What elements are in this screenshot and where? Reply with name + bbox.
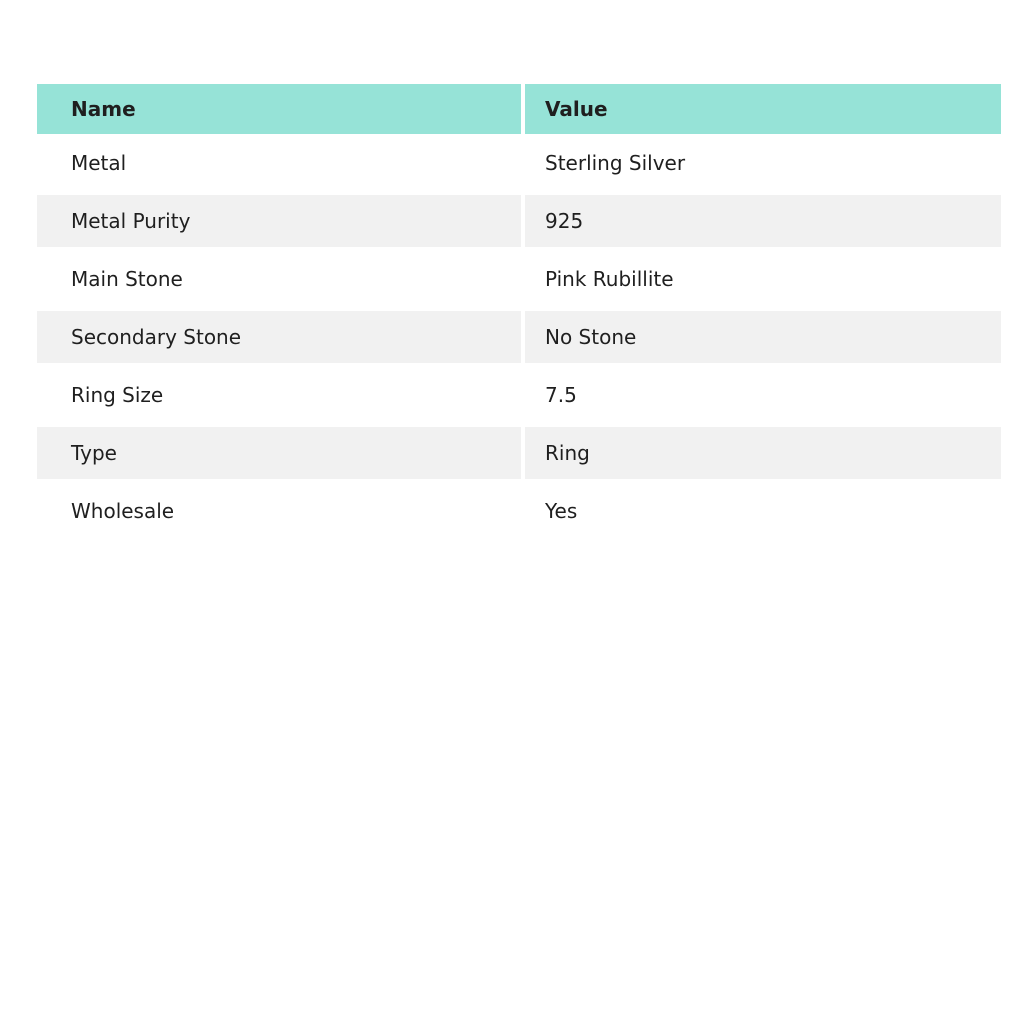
- row-name-cell: Metal Purity: [37, 192, 525, 250]
- table-row: [37, 482, 1001, 540]
- row-value-cell: No Stone: [525, 308, 1001, 366]
- table-header-row: [37, 84, 1001, 134]
- row-name-cell: Type: [37, 424, 525, 482]
- row-name-cell: Ring Size: [37, 366, 525, 424]
- row-name-cell: Main Stone: [37, 250, 525, 308]
- table-row: [37, 366, 1001, 424]
- row-value-cell: Yes: [525, 482, 1001, 540]
- table-row: [37, 250, 1001, 308]
- row-name-cell: Metal: [37, 134, 525, 192]
- table-row: [37, 424, 1001, 482]
- product-spec-table: [37, 84, 1001, 540]
- row-name-cell: Wholesale: [37, 482, 525, 540]
- row-value-cell: Ring: [525, 424, 1001, 482]
- row-value-cell: Pink Rubillite: [525, 250, 1001, 308]
- table-row: [37, 134, 1001, 192]
- row-value-cell: 7.5: [525, 366, 1001, 424]
- header-cell-value: Value: [525, 84, 1001, 134]
- row-value-cell: 925: [525, 192, 1001, 250]
- row-value-cell: Sterling Silver: [525, 134, 1001, 192]
- row-name-cell: Secondary Stone: [37, 308, 525, 366]
- table-row: [37, 192, 1001, 250]
- header-cell-name: Name: [37, 84, 525, 134]
- table-row: [37, 308, 1001, 366]
